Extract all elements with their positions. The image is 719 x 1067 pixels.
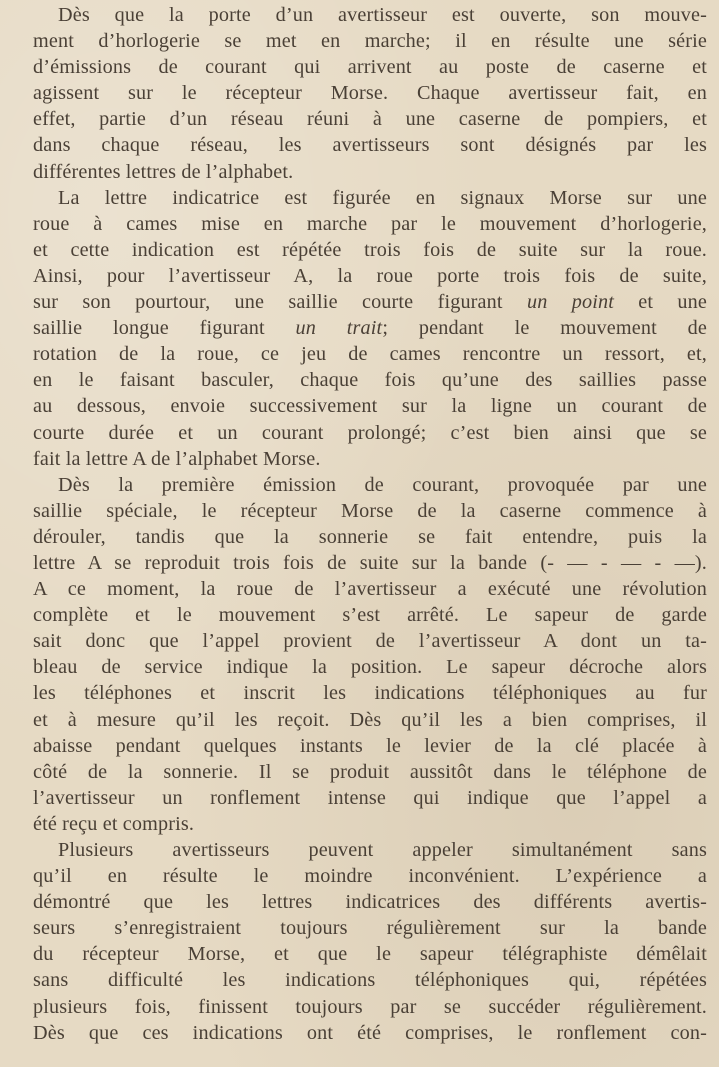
text-line: et à mesure qu’il les reçoit. Dès qu’il les a bien comprises, il [33, 708, 707, 731]
text-line: dans chaque réseau, les avertisseurs sont désignés par les [33, 134, 707, 157]
text-line: rotation de la roue, ce jeu de cames rencontre un ressort, et, [33, 343, 707, 366]
text-line: saillie spéciale, le récepteur Morse de la caserne commence à [33, 499, 707, 522]
text-line: Ainsi, pour l’avertisseur A, la roue porte trois fois de suite, [33, 264, 707, 287]
text-line: fait la lettre A de l’alphabet Morse. [33, 447, 321, 470]
paragraph-2 [33, 185, 707, 472]
text-span: saillie longue figurant [33, 317, 296, 340]
text-line: dérouler, tandis que la sonnerie se fait entendre, puis la [33, 525, 707, 548]
text-line-with-emphasis [33, 289, 707, 315]
text-line: La lettre indicatrice est figurée en signaux Morse sur une [58, 186, 707, 209]
emphasis-text: un trait [295, 317, 383, 340]
text-line: démontré que les lettres indicatrices des différents avertis- [33, 891, 707, 914]
text-line: bleau de service indique la position. Le sapeur décroche alors [33, 656, 707, 679]
text-line: et cette indication est répétée trois fois de suite sur la roue. [33, 238, 707, 261]
text-line: sait donc que l’appel provient de l’avertisseur A dont un ta- [33, 630, 707, 653]
text-line: Plusieurs avertisseurs peuvent appeler simultanément sans [58, 839, 707, 861]
text-span: et une [613, 291, 707, 314]
text-line: Dès que la porte d’un avertisseur est ouverte, son mouve- [58, 4, 707, 26]
text-line: lettre A se reproduit trois fois de suite sur la bande (- — - — - —). [33, 551, 707, 574]
text-line: ment d’horlogerie se met en marche; il en résulte une série [33, 30, 707, 53]
text-line: A ce moment, la roue de l’avertisseur a exécuté une révolution [33, 578, 707, 601]
text-line: Dès la première émission de courant, provoquée par une [58, 473, 707, 496]
text-line: d’émissions de courant qui arrivent au poste de caserne et [33, 56, 707, 79]
text-line: courte durée et un courant prolongé; c’est bien ainsi que se [33, 421, 707, 444]
text-span: sur son pourtour, une saillie courte figurant [33, 291, 527, 314]
text-span: ; pendant le mouvement de [382, 317, 707, 340]
text-line: du récepteur Morse, et que le sapeur télégraphiste démêlait [33, 943, 707, 966]
text-line: roue à cames mise en marche par le mouvement d’horlogerie, [33, 212, 707, 235]
text-line: sans difficulté les indications téléphoniques qui, répétées [33, 969, 707, 992]
text-line: plusieurs fois, finissent toujours par se succéder régulièrement. [33, 995, 707, 1018]
paragraph-4 [33, 837, 707, 1046]
text-line: l’avertisseur un ronflement intense qui indique que l’appel a [33, 786, 707, 809]
paragraph-3 [33, 472, 707, 837]
text-line: effet, partie d’un réseau réuni à une caserne de pompiers, et [33, 108, 707, 131]
text-line: seurs s’enregistraient toujours régulièrement sur la bande [33, 917, 707, 940]
text-line-with-emphasis [33, 315, 707, 341]
text-line: abaisse pendant quelques instants le levier de la clé placée à [33, 734, 707, 757]
text-line: les téléphones et inscrit les indications téléphoniques au fur [33, 682, 707, 705]
text-line: différentes lettres de l’alphabet. [33, 160, 294, 183]
text-line: été reçu et compris. [33, 812, 195, 835]
text-line: Dès que ces indications ont été comprises, le ronflement con- [33, 1021, 707, 1044]
text-line: en le faisant basculer, chaque fois qu’une des saillies passe [33, 369, 707, 392]
text-line: agissent sur le récepteur Morse. Chaque avertisseur fait, en [33, 82, 707, 105]
text-line: qu’il en résulte le moindre inconvénient. L’expérience a [33, 865, 707, 888]
text-line: au dessous, envoie successivement sur la ligne un courant de [33, 395, 707, 418]
text-line: côté de la sonnerie. Il se produit aussitôt dans le téléphone de [33, 760, 707, 783]
emphasis-text: un point [526, 291, 614, 314]
paragraph-1 [33, 2, 707, 185]
text-line: complète et le mouvement s’est arrêté. Le sapeur de garde [33, 604, 707, 627]
